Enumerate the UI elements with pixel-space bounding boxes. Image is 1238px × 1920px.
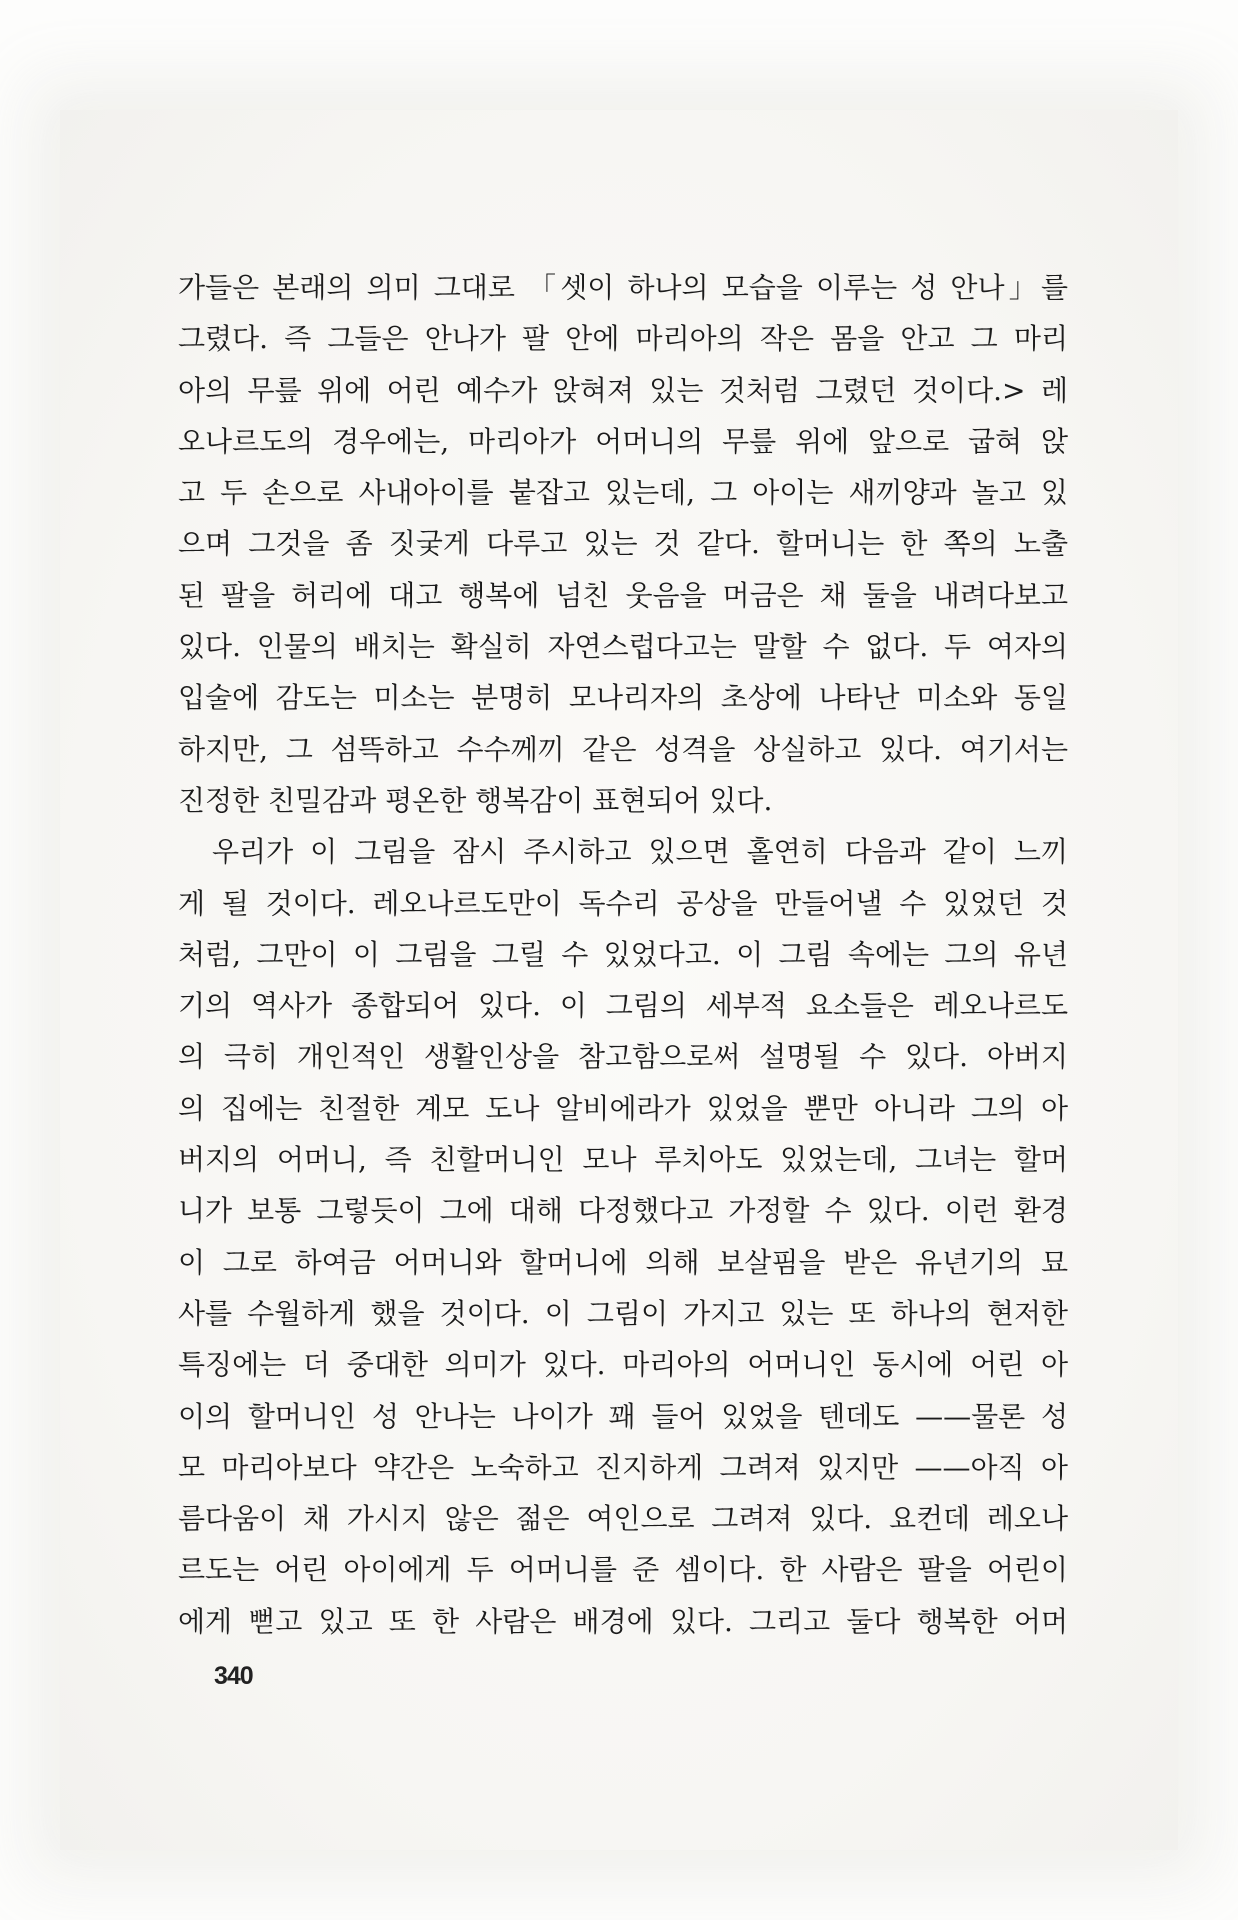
text-line: 의 극히 개인적인 생활인상을 참고함으로써 설명될 수 있다. 아버지 [178,1040,1068,1074]
text-line: 니가 보통 그렇듯이 그에 대해 다정했다고 가정할 수 있다. 이런 환경 [178,1194,1068,1228]
page-number: 340 [214,1662,253,1690]
text-line: 름다움이 채 가시지 않은 젊은 여인으로 그려져 있다. 요컨데 레오나 [178,1502,1068,1536]
paragraph [178,262,1068,826]
text-line: 있다. 인물의 배치는 확실히 자연스럽다고는 말할 수 없다. 두 여자의 [178,630,1068,664]
text-line: 우리가 이 그림을 잠시 주시하고 있으면 홀연히 다음과 같이 느끼 [212,835,1068,869]
text-line: 게 될 것이다. 레오나르도만이 독수리 공상을 만들어낼 수 있었던 것 [178,886,1068,920]
text-line: 버지의 어머니, 즉 친할머니인 모나 루치아도 있었는데, 그녀는 할머 [178,1143,1068,1177]
text-line: 으며 그것을 좀 짓궂게 다루고 있는 것 같다. 할머니는 한 쪽의 노출 [178,527,1068,561]
text-line: 모 마리아보다 약간은 노숙하고 진지하게 그려져 있지만 ——아직 아 [178,1450,1068,1484]
text-line: 입술에 감도는 미소는 분명히 모나리자의 초상에 나타난 미소와 동일 [178,681,1068,715]
paragraph [178,826,1068,1647]
text-line: 특징에는 더 중대한 의미가 있다. 마리아의 어머니인 동시에 어린 아 [178,1348,1068,1382]
text-line: 르도는 어린 아이에게 두 어머니를 준 셈이다. 한 사람은 팔을 어린이 [178,1553,1068,1587]
text-line: 된 팔을 허리에 대고 행복에 넘친 웃음을 머금은 채 둘을 내려다보고 [178,578,1068,612]
text-line: 오나르도의 경우에는, 마리아가 어머니의 무릎 위에 앞으로 굽혀 앉 [178,424,1068,458]
text-line: 그렸다. 즉 그들은 안나가 팔 안에 마리아의 작은 몸을 안고 그 마리 [178,322,1068,356]
text-line: 아의 무릎 위에 어린 예수가 앉혀져 있는 것처럼 그렸던 것이다.> 레 [178,373,1068,407]
text-line: 에게 뻗고 있고 또 한 사람은 배경에 있다. 그리고 둘다 행복한 어머 [178,1604,1068,1638]
text-line: 가들은 본래의 의미 그대로 「셋이 하나의 모습을 이루는 성 안나」를 [178,271,1068,304]
text-line: 이 그로 하여금 어머니와 할머니에 의해 보살핌을 받은 유년기의 묘 [178,1245,1068,1279]
text-line: 고 두 손으로 사내아이를 붙잡고 있는데, 그 아이는 새끼양과 놀고 있 [178,476,1068,510]
text-line: 처럼, 그만이 이 그림을 그릴 수 있었다고. 이 그림 속에는 그의 유년 [178,937,1068,971]
text-line: 의 집에는 친절한 계모 도나 알비에라가 있었을 뿐만 아니라 그의 아 [178,1091,1068,1125]
text-line: 이의 할머니인 성 안나는 나이가 꽤 들어 있었을 텐데도 ——물론 성 [178,1399,1068,1433]
text-line: 진정한 친밀감과 평온한 행복감이 표현되어 있다. [178,783,773,817]
text-line: 하지만, 그 섬뜩하고 수수께끼 같은 성격을 상실하고 있다. 여기서는 [178,732,1068,766]
text-line: 사를 수월하게 했을 것이다. 이 그림이 가지고 있는 또 하나의 현저한 [178,1296,1068,1330]
body-text [178,262,1068,1647]
text-line: 기의 역사가 종합되어 있다. 이 그림의 세부적 요소들은 레오나르도 [178,989,1068,1023]
